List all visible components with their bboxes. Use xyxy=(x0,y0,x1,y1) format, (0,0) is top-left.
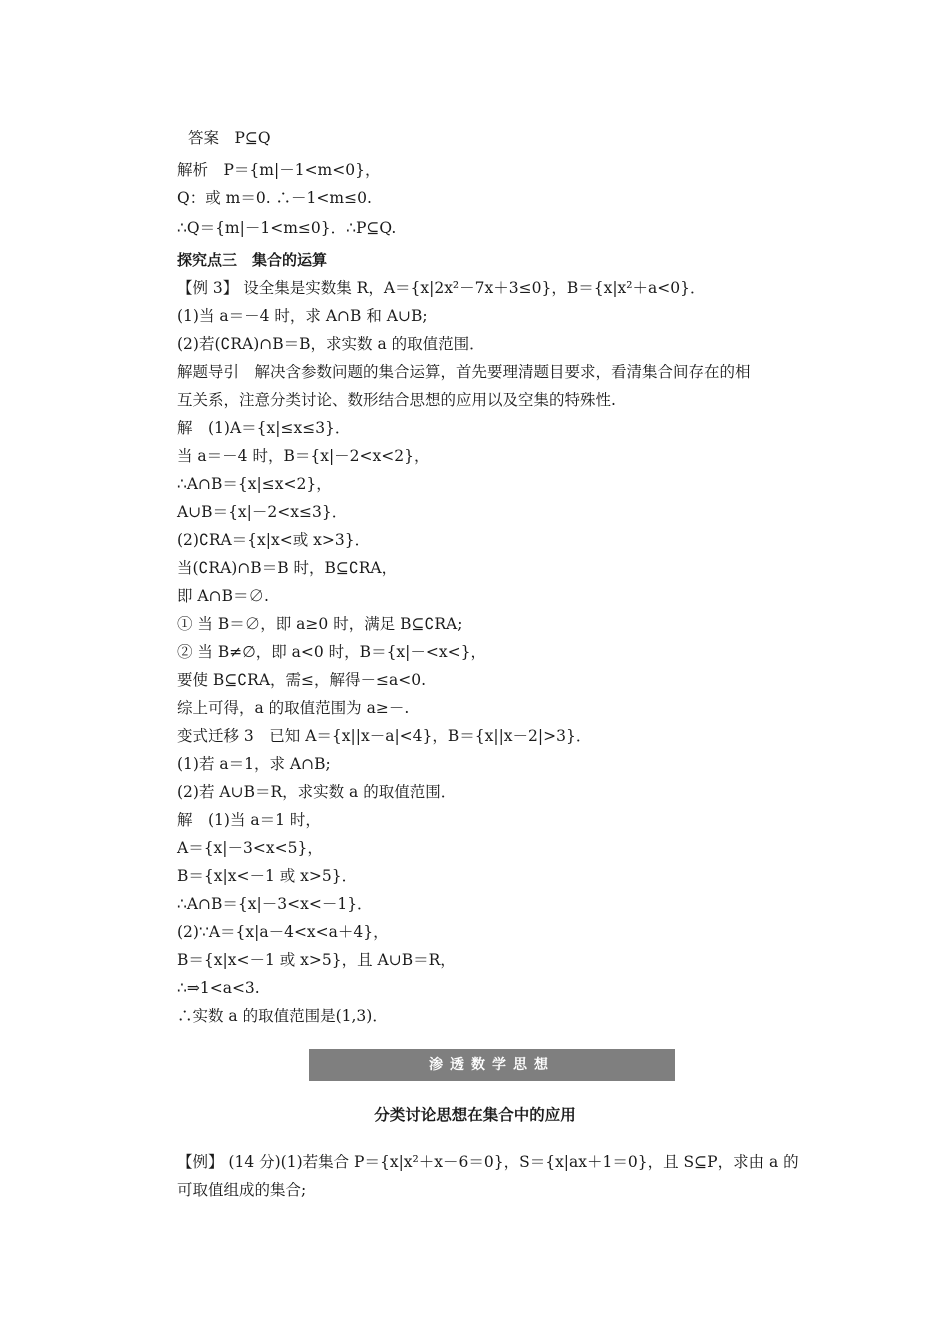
example-statement: 【例】 (14 分)(1)若集合 P＝{x|x²＋x－6＝0}，S＝{x|ax＋1＝0}，且 S⊆P，求由 a 的 xyxy=(177,1153,799,1171)
text-line: 要使 B⊆∁RA，需≤，解得－≤a<0. xyxy=(177,671,427,689)
analysis-line: 解析 P＝{m|－1<m<0}， xyxy=(177,161,381,179)
text-line: (2)∵A＝{x|a－4<x<a＋4}， xyxy=(177,923,389,941)
variant-3-statement: 变式迁移 3 已知 A＝{x||x－a|<4}，B＝{x||x－2|>3}． xyxy=(177,727,592,745)
text-line: A∪B＝{x|－2<x≤3}． xyxy=(177,503,348,521)
text-line: (2)∁RA＝{x|x<或 x>3}． xyxy=(177,531,371,549)
text-line: ∴A∩B＝{x|－3<x<－1}． xyxy=(177,895,373,913)
text-line: ∴Q＝{m|－1<m≤0}．∴P⊆Q. xyxy=(177,219,397,237)
text-line: 即 A∩B＝∅. xyxy=(177,587,269,605)
text-line: A＝{x|－3<x<5}， xyxy=(177,839,323,857)
text-line: ∴实数 a 的取值范围是(1,3)． xyxy=(177,1007,388,1025)
text-line: 当(∁RA)∩B＝B 时，B⊆∁RA， xyxy=(177,559,398,577)
text-line: 当 a＝－4 时，B＝{x|－2<x<2}， xyxy=(177,447,430,465)
text-line: (1)若 a＝1，求 A∩B; xyxy=(177,755,331,773)
text-line: Q：或 m＝0. ∴－1<m≤0. xyxy=(177,189,372,207)
text-line: ② 当 B≠∅，即 a<0 时，B＝{x|－<x<}， xyxy=(177,643,486,661)
text-line: ∴A∩B＝{x|≤x<2}， xyxy=(177,475,332,493)
text-line: 综上可得，a 的取值范围为 a≥－. xyxy=(177,699,410,717)
text-line: (2)若 A∪B＝R，求实数 a 的取值范围． xyxy=(177,783,457,801)
text-line: B＝{x|x<－1 或 x>5}． xyxy=(177,867,358,885)
text-line: (2)若(∁RA)∩B＝B，求实数 a 的取值范围． xyxy=(177,335,485,353)
text-line: (1)当 a＝－4 时，求 A∩B 和 A∪B; xyxy=(177,307,428,325)
solution-line: 解 (1)A＝{x|≤x≤3}． xyxy=(177,419,351,437)
answer-line: 答案 P⊆Q xyxy=(188,129,271,147)
example-3-statement: 【例 3】 设全集是实数集 R，A＝{x|2x²－7x＋3≤0}，B＝{x|x²＋a<0}． xyxy=(177,279,706,297)
guide-line: 互关系，注意分类讨论、数形结合思想的应用以及空集的特殊性. xyxy=(177,391,616,409)
solution-line: 解 (1)当 a＝1 时， xyxy=(177,811,321,829)
text-line: ∴⇒1<a<3. xyxy=(177,979,260,997)
section-banner: 渗透数学思想 xyxy=(309,1049,675,1081)
text-line: B＝{x|x<－1 或 x>5}，且 A∪B＝R， xyxy=(177,951,456,969)
section-heading: 探究点三 集合的运算 xyxy=(177,251,328,269)
section-subtitle: 分类讨论思想在集合中的应用 xyxy=(374,1106,576,1124)
example-statement-cont: 可取值组成的集合; xyxy=(177,1181,307,1199)
text-line: ① 当 B＝∅，即 a≥0 时，满足 B⊆∁RA; xyxy=(177,615,463,633)
guide-line: 解题导引 解决含参数问题的集合运算，首先要理清题目要求，看清集合间存在的相 xyxy=(177,363,751,381)
